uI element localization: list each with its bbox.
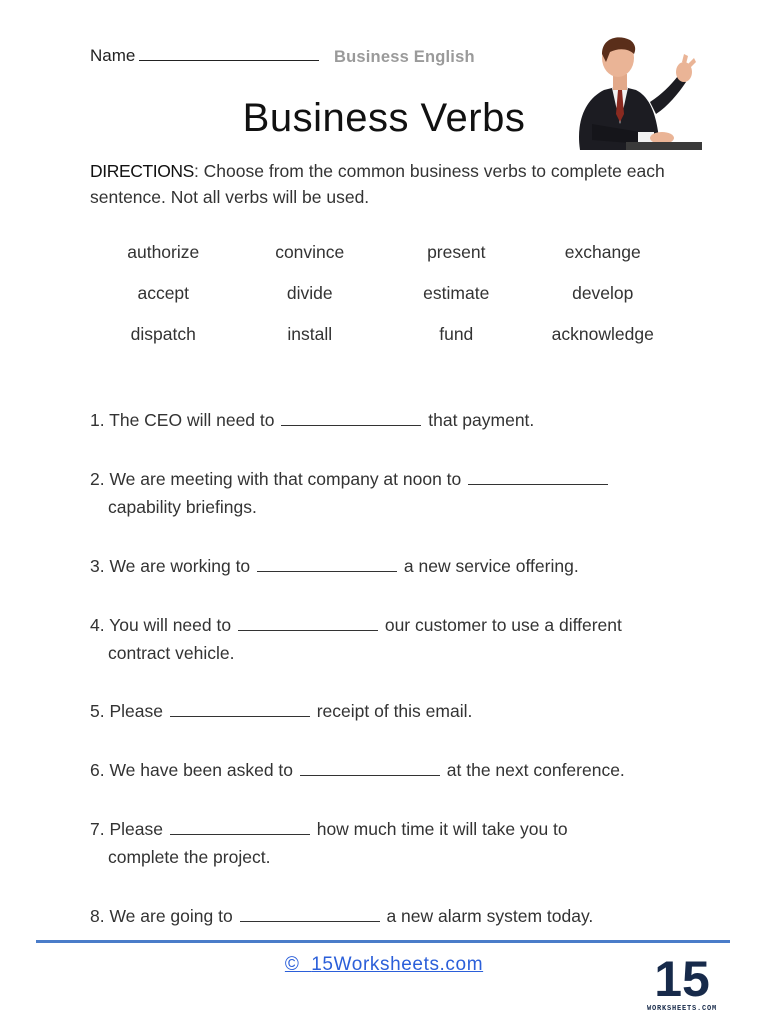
question-item [90, 552, 710, 580]
question-text: 1. The CEO will need to [90, 410, 275, 430]
question-item [90, 611, 710, 667]
question-text-after: receipt of this email. [316, 701, 473, 721]
question-item [90, 697, 710, 725]
businessman-presenting-icon [562, 28, 702, 150]
question-item [90, 406, 710, 434]
word-bank-item: dispatch [130, 324, 196, 344]
question-text: 5. Please [90, 701, 163, 721]
word-bank-row [90, 324, 676, 365]
word-bank [90, 242, 676, 365]
directions-body: : Choose from the common business verbs to complete each sentence. Not all verbs will be used. [90, 161, 665, 207]
answer-blank[interactable] [257, 557, 397, 572]
page-title-text: Business Verbs [242, 96, 526, 140]
question-text: 2. We are meeting with that company at noon to [90, 469, 462, 489]
question-text-after: a new service offering. [403, 556, 579, 576]
answer-blank[interactable] [170, 702, 310, 717]
question-item [90, 465, 710, 521]
question-continuation: contract vehicle. [108, 643, 235, 663]
question-item [90, 756, 710, 784]
answer-blank[interactable] [300, 761, 440, 776]
answer-blank[interactable] [240, 907, 380, 922]
word-bank-item: acknowledge [551, 324, 654, 344]
name-blank-line[interactable] [139, 46, 319, 61]
word-bank-item: exchange [564, 242, 641, 262]
question-text: 6. We have been asked to [90, 760, 294, 780]
word-bank-item: install [287, 324, 333, 344]
name-field-row [90, 46, 319, 66]
site-logo [634, 944, 730, 1016]
question-text-after: a new alarm system today. [386, 906, 594, 926]
question-text: 4. You will need to [90, 615, 232, 635]
subject-label: Business English [334, 48, 475, 66]
question-text-after: that payment. [428, 410, 535, 430]
directions-text [90, 158, 690, 210]
copyright-symbol: © [284, 954, 300, 975]
word-bank-item: authorize [127, 242, 200, 262]
word-bank-row [90, 242, 676, 283]
word-bank-row [90, 283, 676, 324]
question-text-after: our customer to use a different [384, 615, 622, 635]
question-continuation: capability briefings. [108, 497, 257, 517]
logo-number: 15 [654, 951, 710, 1007]
word-bank-item: convince [275, 242, 345, 262]
question-text: 8. We are going to [90, 906, 233, 926]
answer-blank[interactable] [468, 470, 608, 485]
word-bank-item: present [427, 242, 486, 262]
question-item [90, 902, 710, 930]
name-label: Name [90, 46, 136, 65]
word-bank-item: fund [439, 324, 474, 344]
directions-label: DIRECTIONS [90, 161, 194, 181]
footer-divider [36, 940, 730, 943]
word-bank-item: estimate [423, 283, 490, 303]
question-text-after: at the next conference. [446, 760, 625, 780]
logo-text: WORKSHEETS.COM [646, 1005, 718, 1013]
answer-blank[interactable] [170, 820, 310, 835]
question-text: 7. Please [90, 819, 163, 839]
question-item [90, 815, 710, 871]
answer-blank[interactable] [281, 411, 421, 426]
question-continuation: complete the project. [108, 847, 271, 867]
word-bank-item: divide [286, 283, 333, 303]
question-text-after: how much time it will take you to [316, 819, 568, 839]
word-bank-item: develop [572, 283, 634, 303]
site-link-text[interactable]: 15Worksheets.com [311, 954, 484, 975]
word-bank-item: accept [137, 283, 190, 303]
question-text: 3. We are working to [90, 556, 251, 576]
answer-blank[interactable] [238, 616, 378, 631]
